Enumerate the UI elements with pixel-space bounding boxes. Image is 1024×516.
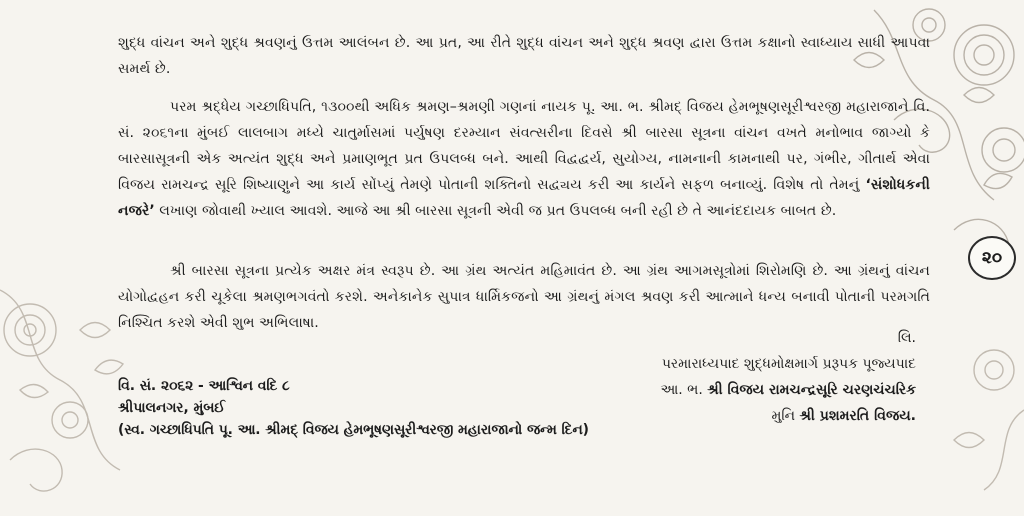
dateline-block <box>118 375 589 441</box>
dateline-place: શ્રીપાલનગર, મુંબઈ <box>118 400 225 416</box>
dateline-date: વિ. સં. ૨૦૬૨ - આશ્વિન વદિ ૮ <box>118 378 290 394</box>
signature-block <box>660 325 916 429</box>
intro-text: શુદ્ધ વાંચન અને શુદ્ધ શ્રવણનું ઉત્તમ આલંબન છે. આ પ્રત, આ રીતે શુદ્ધ વાંચન અને શુદ્ધ શ્રવણ દ્વારા ઉત્તમ કક્ષાનો સ્વાધ્યાય સાધી આપવા સમર્થ છે. <box>118 35 930 77</box>
guru-name: શ્રી વિજય રામચન્દ્રસૂરિ ચરણચંચરિક <box>707 382 916 398</box>
signature-title-line: પરમારાધ્યપાદ શુદ્ધમોક્ષમાર્ગ પ્રરૂપક પૂજ્યપાદ <box>661 356 916 372</box>
floral-ornament-bottom-right <box>914 330 1024 516</box>
page-number-badge: ૨૦ <box>968 236 1016 280</box>
intro-paragraph <box>118 30 930 82</box>
muni-name: શ્રી પ્રશમરતિ વિજય. <box>799 408 916 424</box>
paragraph-2-text: શ્રી બારસા સૂત્રના પ્રત્યેક અક્ષર મંત્ર સ્વરૂપ છે. આ ગ્રંથ અત્યંત મહિમાવંત છે. આ ગ્રંથ આગમસૂત્રોમાં શિરોમણિ છે. આ ગ્રંથનું વાંચન યોગોદ્વહન કરી ચૂકેલા શ્રમણભગવંતો કરશે. અનેકાનેક સુપાત્ર ધાર્મિકજનો આ ગ્રંથનું મંગલ શ્રવણ કરી આત્માને ધન્ય બનાવી પોતાની પરમગતિ નિશ્ચિત કરશે એવી શુભ અભિલાષા. <box>118 263 930 331</box>
signature-guru-line <box>660 377 916 403</box>
signature-muni-line <box>660 403 916 429</box>
muni-prefix: મુનિ <box>771 408 796 424</box>
guru-prefix: આ. ભ. <box>660 382 703 398</box>
paragraph-1-before-quote: પરમ શ્રદ્ધેય ગચ્છાધિપતિ, ૧૩૦૦થી અધિક શ્રમણ–શ્રમણી ગણનાં નાયક પૂ. આ. ભ. શ્રીમદ્ વિજય હેમભૂષણસૂરીશ્વરજી મહારાજાને વિ. સં. ૨૦૬૧ના મુંબઈ લાલબાગ મધ્યે ચાતુર્માસમાં પર્યુષણ દરમ્યાન સંવત્સરીના દિવસે શ્રી બારસા સૂત્રના વાંચન વખતે મનોભાવ જાગ્યો કે બારસાસૂત્રની એક અત્યંત શુદ્ધ અને પ્રમાણભૂત પ્રત ઉપલબ્ધ બને. આથી વિદ્વદ્વર્ય, સુયોગ્ય, નામનાની કામનાથી પર, ગંભીર, ગીતાર્થ એવા વિજય રામચન્દ્ર સૂરિ શિષ્યાણુને આ કાર્ય સોંપ્યું તેમણે પોતાની શક્તિનો સદ્વ્યય કરી આ કાર્યને સફળ બનાવ્યું. વિશેષ તો તેમનું <box>118 99 930 193</box>
dateline-occasion: (સ્વ. ગચ્છાધિપતિ પૂ. આ. શ્રીમદ્ વિજય હેમભૂષણસૂરીશ્વરજી મહારાજાનો જન્મ દિન) <box>118 422 589 438</box>
signature-li: લિ. <box>897 330 916 346</box>
paragraph-1-quote: ‘સંશોધકની નજરે’ <box>118 177 930 219</box>
paragraph-1-text <box>118 94 930 224</box>
paragraph-1-after-quote: લખાણ જોવાથી ખ્યાલ આવશે. આજે આ શ્રી બારસા સૂત્રની એવી જ પ્રત ઉપલબ્ધ બની રહી છે તે આનંદદાયક બાબત છે. <box>159 203 837 219</box>
paragraph-1 <box>118 94 930 224</box>
